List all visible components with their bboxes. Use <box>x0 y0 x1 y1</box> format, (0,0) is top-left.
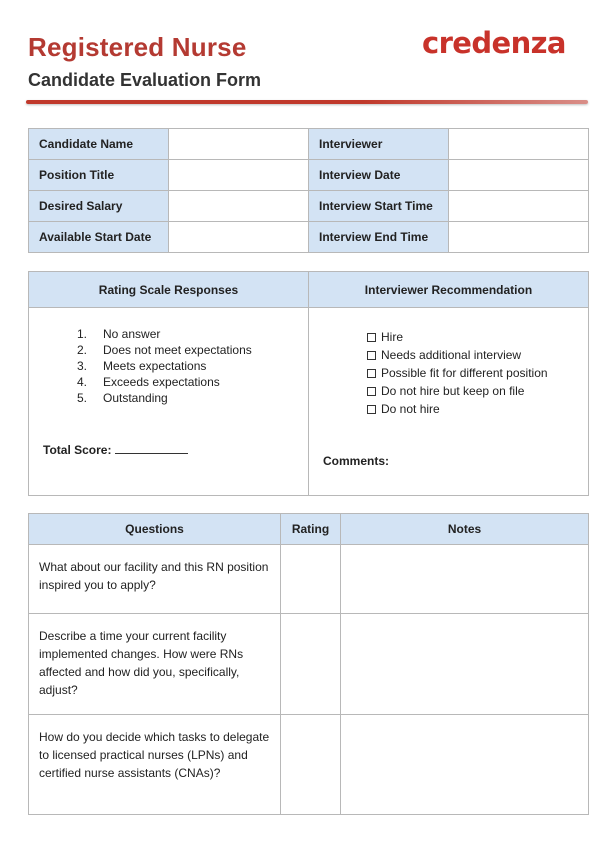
rating-field[interactable] <box>281 715 341 815</box>
notes-header: Notes <box>341 514 589 545</box>
available-start-date-field[interactable] <box>169 222 309 253</box>
interview-end-time-field[interactable] <box>449 222 589 253</box>
desired-salary-label: Desired Salary <box>29 191 169 222</box>
checkbox-icon[interactable] <box>367 387 376 396</box>
comments-label: Comments: <box>323 454 390 468</box>
checkbox-icon[interactable] <box>367 369 376 378</box>
interview-start-time-field[interactable] <box>449 191 589 222</box>
position-title-label: Position Title <box>29 160 169 191</box>
interview-date-field[interactable] <box>449 160 589 191</box>
total-score-label: Total Score: <box>43 443 112 457</box>
credenza-logo: credenza <box>422 26 566 60</box>
total-score-field[interactable] <box>115 443 188 454</box>
candidate-name-label: Candidate Name <box>29 129 169 160</box>
recommendation-option[interactable]: Possible fit for different position <box>367 364 548 382</box>
rating-scale-list <box>77 326 252 406</box>
rating-field[interactable] <box>281 614 341 715</box>
checkbox-icon[interactable] <box>367 351 376 360</box>
rating-scale-item: 2. Does not meet expectations <box>77 343 252 357</box>
recommendation-option[interactable]: Do not hire but keep on file <box>367 382 548 400</box>
interview-end-time-label: Interview End Time <box>309 222 449 253</box>
available-start-date-label: Available Start Date <box>29 222 169 253</box>
checkbox-icon[interactable] <box>367 405 376 414</box>
questions-table <box>28 513 589 815</box>
rating-scale-item: 3. Meets expectations <box>77 359 207 373</box>
rating-scale-header: Rating Scale Responses <box>29 272 309 308</box>
recommendation-list <box>367 328 548 418</box>
candidate-info-table <box>28 128 589 253</box>
rating-scale-item: 4. Exceeds expectations <box>77 375 220 389</box>
rating-scale-item: 1. No answer <box>77 327 161 341</box>
table-row <box>29 545 589 614</box>
interviewer-field[interactable] <box>449 129 589 160</box>
notes-field[interactable] <box>341 614 589 715</box>
rating-header: Rating <box>281 514 341 545</box>
desired-salary-field[interactable] <box>169 191 309 222</box>
question-text: How do you decide which tasks to delegate to licensed practical nurses (LPNs) and certified nurse assistants (CNAs)? <box>29 715 281 815</box>
form-title: Registered Nurse <box>28 32 247 62</box>
candidate-name-field[interactable] <box>169 129 309 160</box>
question-text: Describe a time your current facility implemented changes. How were RNs affected and how did you, specifically, adjust? <box>29 614 281 715</box>
recommendation-option[interactable]: Hire <box>367 328 548 346</box>
rating-scale-item: 5. Outstanding <box>77 391 168 405</box>
rating-recommendation-table <box>28 271 589 496</box>
form-subtitle: Candidate Evaluation Form <box>28 70 262 90</box>
recommendation-cell <box>309 308 589 496</box>
recommendation-option[interactable]: Do not hire <box>367 400 548 418</box>
recommendation-option[interactable]: Needs additional interview <box>367 346 548 364</box>
interviewer-label: Interviewer <box>309 129 449 160</box>
position-title-field[interactable] <box>169 160 309 191</box>
rating-field[interactable] <box>281 545 341 614</box>
interview-start-time-label: Interview Start Time <box>309 191 449 222</box>
rating-scale-cell <box>29 308 309 496</box>
question-text: What about our facility and this RN position inspired you to apply? <box>29 545 281 614</box>
total-score <box>43 443 188 457</box>
notes-field[interactable] <box>341 545 589 614</box>
interview-date-label: Interview Date <box>309 160 449 191</box>
table-row <box>29 614 589 715</box>
checkbox-icon[interactable] <box>367 333 376 342</box>
header-divider <box>26 100 588 104</box>
questions-header: Questions <box>29 514 281 545</box>
table-row <box>29 715 589 815</box>
recommendation-header: Interviewer Recommendation <box>309 272 589 308</box>
notes-field[interactable] <box>341 715 589 815</box>
